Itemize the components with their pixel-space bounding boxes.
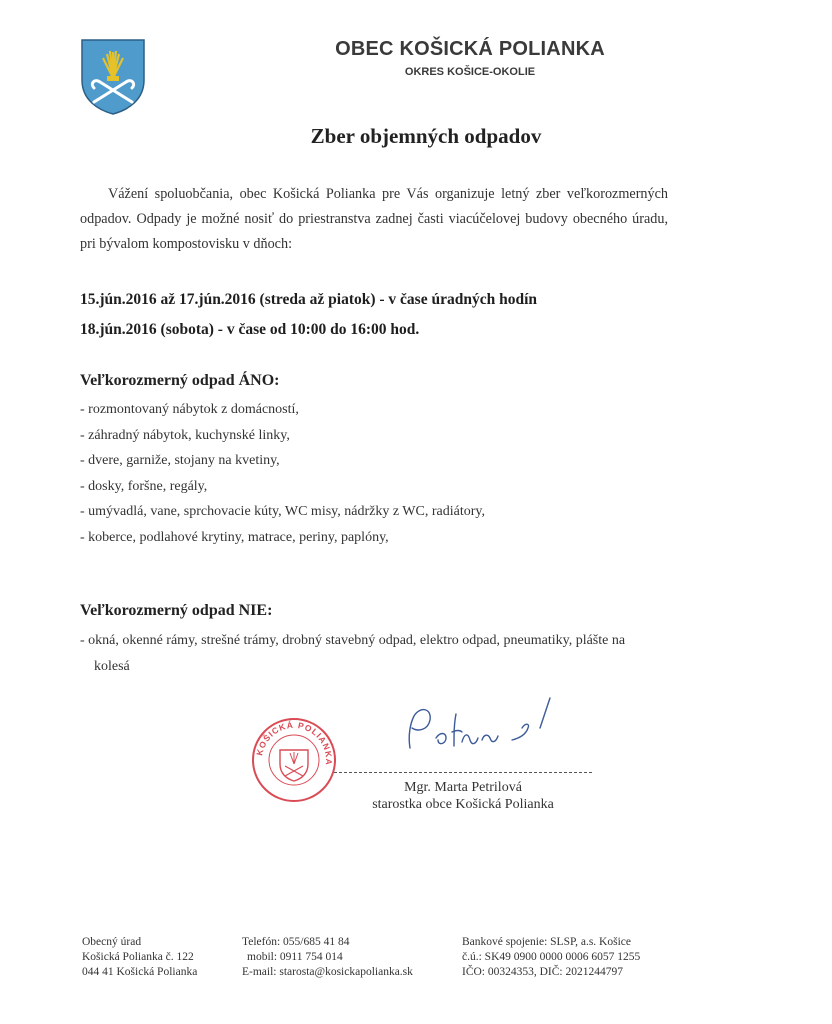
signer-name: Mgr. Marta Petrilová — [404, 780, 522, 795]
footer-line: č.ú.: SK49 0900 0000 0006 6057 1255 — [462, 951, 641, 963]
date-line: 15.jún.2016 až 17.jún.2016 (streda až piatok) - v čase úradných hodín — [80, 291, 538, 308]
list-item: - rozmontovaný nábytok z domácností, — [80, 402, 299, 417]
footer-bank — [462, 935, 640, 980]
footer-line: Košická Polianka č. 122 — [82, 951, 194, 963]
list-item: - dosky, foršne, regály, — [80, 478, 208, 494]
signer-role: starostka obce Košická Polianka — [372, 797, 554, 812]
intro-paragraph: Vážení spoluobčania, obec Košická Polianka pre Vás organizuje letný zber veľkorozmerných odpadov. Odpady je možné nosiť do priestranstva zadnej časti viacúčelovej budovy obecného úradu, pri bývalom kompostovisku v dňoch: — [80, 186, 668, 252]
list-item: - koberce, podlahové krytiny, matrace, periny, paplóny, — [80, 529, 389, 545]
footer-line: mobil: 0911 754 014 — [247, 951, 343, 963]
footer-office — [82, 935, 197, 980]
date-line: 18.jún.2016 (sobota) - v čase od 10:00 do 16:00 hod. — [80, 321, 420, 338]
rejected-heading: Veľkorozmerný odpad NIE: — [80, 602, 273, 619]
list-item: - okná, okenné rámy, strešné trámy, drobný stavebný odpad, elektro odpad, pneumatiky, plášte na — [80, 633, 626, 648]
municipality-name: OBEC KOŠICKÁ POLIANKA — [335, 38, 605, 60]
accepted-list — [80, 397, 485, 550]
footer-line: Bankové spojenie: SLSP, a.s. Košice — [462, 936, 631, 948]
footer-line: E-mail: starosta@kosickapolianka.sk — [242, 966, 413, 978]
stamp-text: KOŠICKÁ POLIANKA — [254, 719, 335, 767]
footer-line: Obecný úrad — [82, 936, 142, 948]
collection-dates — [80, 285, 537, 345]
accepted-heading: Veľkorozmerný odpad ÁNO: — [80, 372, 280, 389]
handwritten-signature — [400, 688, 560, 758]
footer-line: 044 41 Košická Polianka — [82, 966, 198, 978]
footer-line: Telefón: 055/685 41 84 — [242, 936, 350, 948]
list-item: - záhradný nábytok, kuchynské linky, — [80, 427, 290, 443]
list-item: - dvere, garniže, stojany na kvetiny, — [80, 453, 280, 468]
official-stamp-icon — [250, 716, 338, 804]
footer-contact — [242, 935, 413, 980]
district-name: OKRES KOŠICE-OKOLIE — [404, 66, 536, 78]
footer-line: IČO: 00324353, DIČ: 2021244797 — [462, 966, 623, 978]
document-title: Zber objemných odpadov — [310, 124, 542, 148]
signature-line — [334, 772, 592, 773]
list-item-continuation: kolesá — [94, 659, 130, 674]
list-item: - umývadlá, vane, sprchovacie kúty, WC misy, nádržky z WC, radiátory, — [80, 504, 485, 519]
rejected-list — [80, 628, 670, 680]
